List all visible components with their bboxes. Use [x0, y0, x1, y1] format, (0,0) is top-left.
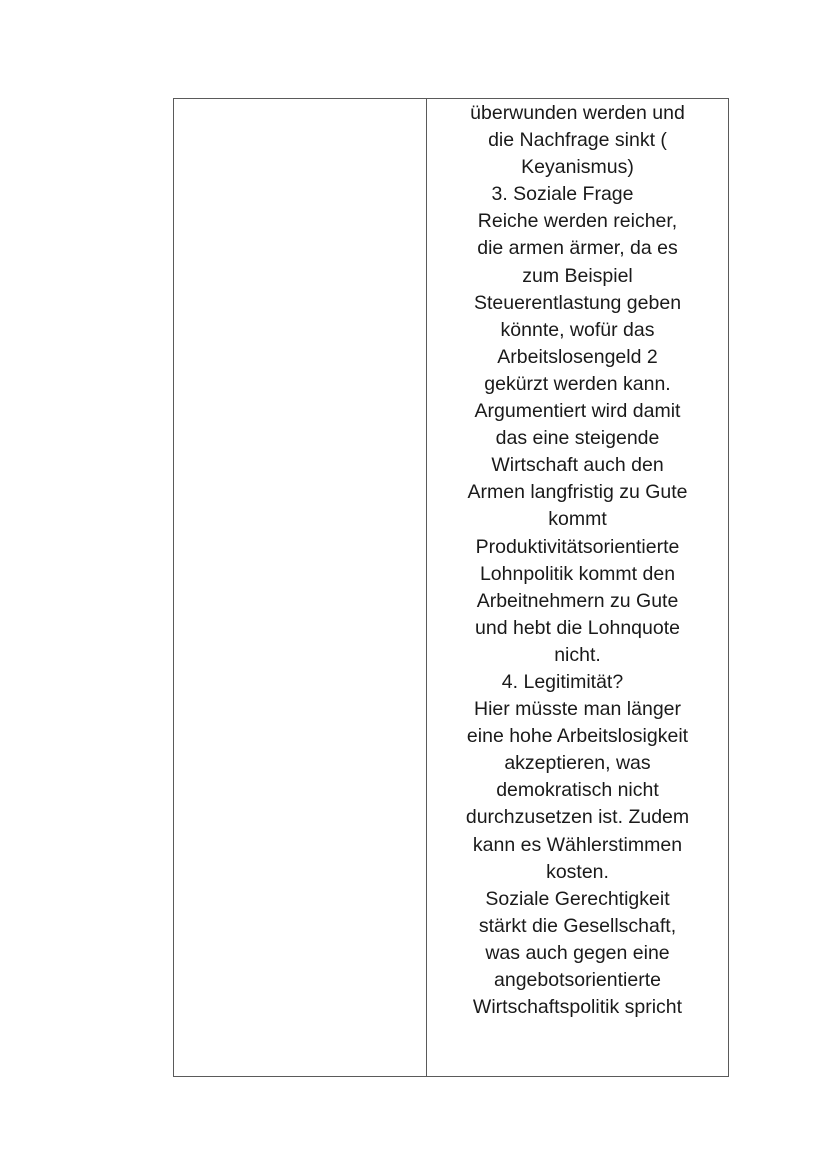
table-cell-left — [174, 99, 427, 1076]
text-line: eine hohe Arbeitslosigkeit — [466, 725, 689, 748]
text-line: Steuerentlastung geben — [473, 291, 682, 314]
text-line: Arbeitslosengeld 2 — [497, 345, 658, 368]
text-line: und hebt die Lohnquote — [475, 616, 680, 639]
text-line: Argumentiert wird damit — [474, 400, 681, 423]
text-line: was auch gegen eine — [485, 941, 670, 964]
text-line: stärkt die Gesellschaft, — [478, 914, 677, 937]
text-line: akzeptieren, was — [504, 752, 651, 775]
list-item-heading: 4. Legitimität? — [501, 670, 624, 693]
text-line: Reiche werden reicher, — [477, 210, 678, 233]
text-line: Keyanismus) — [521, 156, 634, 179]
text-line: Armen langfristig zu Gute — [467, 481, 688, 504]
text-line: Soziale Gerechtigkeit — [485, 887, 670, 910]
text-line: könnte, wofür das — [500, 318, 655, 341]
text-line: Produktivitätsorientierte — [475, 535, 680, 558]
text-line: durchzusetzen ist. Zudem — [465, 806, 690, 829]
text-line: angebotsorientierte — [494, 969, 661, 991]
text-line: gekürzt werden kann. — [484, 372, 671, 395]
text-line: die Nachfrage sinkt ( — [488, 129, 667, 152]
text-line: nicht. — [554, 643, 601, 666]
text-line: kommt — [548, 508, 607, 531]
text-line: kosten. — [546, 860, 609, 883]
text-line: kann es Wählerstimmen — [472, 833, 683, 856]
text-line: Arbeitnehmern zu Gute — [476, 589, 679, 612]
text-line: Lohnpolitik kommt den — [479, 562, 676, 585]
text-line: überwunden werden und — [470, 102, 685, 124]
document-table — [173, 98, 729, 1077]
list-item-heading: 3. Soziale Frage — [491, 183, 634, 206]
text-line: Wirtschaftspolitik spricht — [472, 996, 683, 1019]
text-line: Wirtschaft auch den — [491, 454, 664, 477]
table-cell-right — [427, 99, 728, 1076]
text-line: zum Beispiel — [522, 264, 633, 287]
text-line: das eine steigende — [495, 427, 660, 450]
text-line: Hier müsste man länger — [474, 698, 681, 721]
text-line: die armen ärmer, da es — [477, 237, 678, 260]
cell-text-block — [427, 99, 728, 1021]
text-line: demokratisch nicht — [496, 779, 659, 802]
